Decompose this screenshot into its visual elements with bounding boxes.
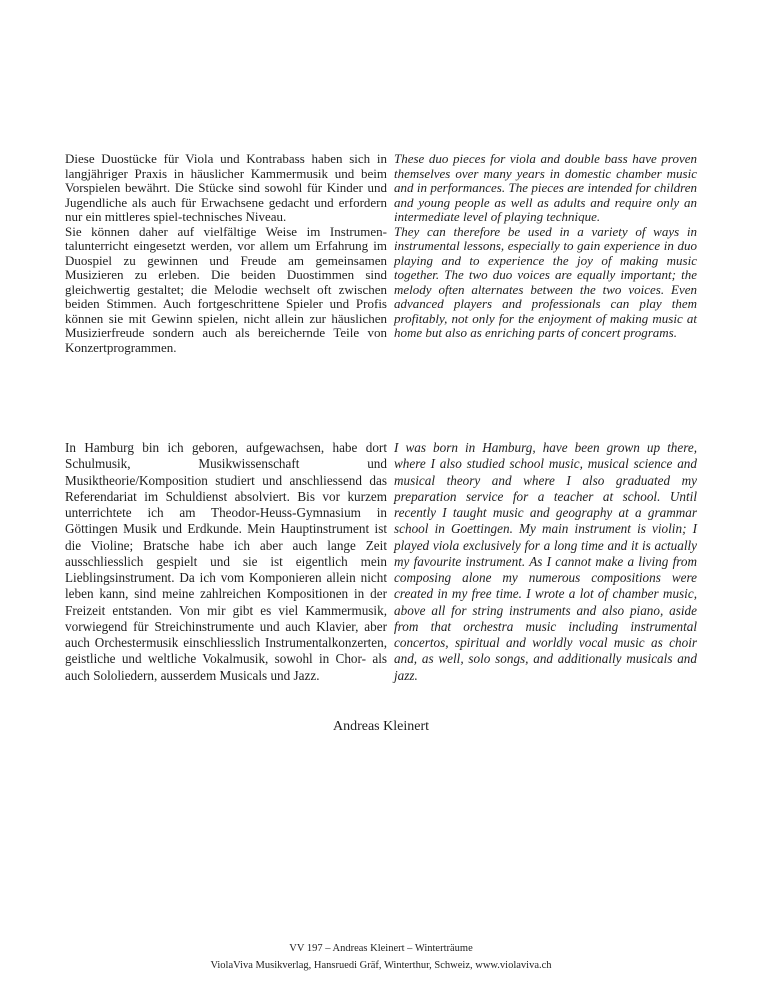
intro-german-column xyxy=(65,152,387,355)
intro-german-paragraph-1: Diese Duostücke für Viola und Kontrabass haben sich in langjähriger Praxis in häuslicher Kammermusik und beim Vorspielen bewährt. Die Stücke sind sowohl für Kinder und Jugendliche als auch für Erwachsene gedacht und erfordern nur ein mittleres spiel-technisches Niveau. xyxy=(65,151,387,224)
footer-edition-line: VV 197 – Andreas Kleinert – Winterträume xyxy=(289,943,473,954)
biography-section xyxy=(65,440,697,719)
biography-german-column xyxy=(65,440,387,684)
intro-german-paragraph-2: Sie können daher auf vielfältige Weise im Instrumentalunterricht eingesetzt werden, vor allem um Erfahrung im Duospiel zu gewinnen und Freude am gemeinsamen Musizieren zu erleben. Die beiden Duostimmen sind gleichwertig gestaltet; die Melodie wechselt oft zwischen beiden Stimmen. Auch fortgeschrittene Spieler und Profis können sie mit Gewinn spielen, nicht allein zur häuslichen Musizierfreude sondern auch als bereichernde Teile von Konzertprogrammen. xyxy=(65,223,387,355)
author-signature: Andreas Kleinert xyxy=(332,719,430,734)
page-footer xyxy=(0,941,762,974)
intro-english-paragraph-2: They can therefore be used in a variety of ways in instrumental lessons, especially to gain experience in duo playing and to experience the joy of making music together. The two duo voices are equally important; the melody often alternates between the two voices. Even advanced players and professionals can play them profitably, not only for the enjoyment of making music at home but also as enriching parts of concert programs. xyxy=(394,223,697,340)
intro-english-paragraph-1: These duo pieces for viola and double bass have proven themselves over many years in domestic chamber music and in performances. The pieces are intended for children and young people as well as adults and require only an intermediate level of playing technique. xyxy=(394,151,697,224)
biography-english-column xyxy=(394,440,697,684)
footer-publisher-line: ViolaViva Musikverlag, Hansruedi Gräf, Winterthur, Schweiz, www.violaviva.ch xyxy=(210,959,552,971)
intro-english-column xyxy=(394,152,697,341)
text-block xyxy=(65,152,697,735)
biography-german-paragraph: In Hamburg bin ich geboren, aufgewachsen, habe dort Schulmusik, Musikwissenschaft und Musiktheorie/Komposition studiert und anschliessend das Referendariat im Schuldienst absolviert. Bis vor kurzem unterrichtete ich am Theodor-Heuss-Gymnasium in Göttingen Musik und Erdkunde. Mein Hauptinstrument ist die Violine; Bratsche habe ich aber auch lange Zeit ausschliesslich gespielt und sie ist eigentlich mein Lieblingsinstrument. Da ich vom Komponieren allein nicht leben kann, sind meine zahlreichen Kompositionen in der Freizeit entstanden. Von mir gibt es viel Kammermusik, vorwiegend für Streichinstrumente und auch Klavier, aber auch Orchestermusik einschliesslich Instrumentalkonzerten, geistliche und weltliche Vokalmusik, sowohl in Chor- als auch Sololiedern, ausserdem Musicals und Jazz. xyxy=(65,440,387,683)
biography-english-paragraph: I was born in Hamburg, have been grown up there, where I also studied school music, musical science and musical theory and where I also graduated my preparation service for a teacher at school. Until recently I taught music and geography at a grammar school in Goettingen. My main instrument is violin; I played viola exclusively for a long time and it is actually my favourite instrument. As I cannot make a living from composing alone my numerous compositions were created in my free time. I wrote a lot of chamber music, above all for string instruments and also piano, aside from that orchestra music including instrumental concertos, spiritual and worldly vocal music as choir and, as well, solo songs, and additionally musicals and jazz. xyxy=(394,440,697,683)
intro-section xyxy=(65,152,697,440)
